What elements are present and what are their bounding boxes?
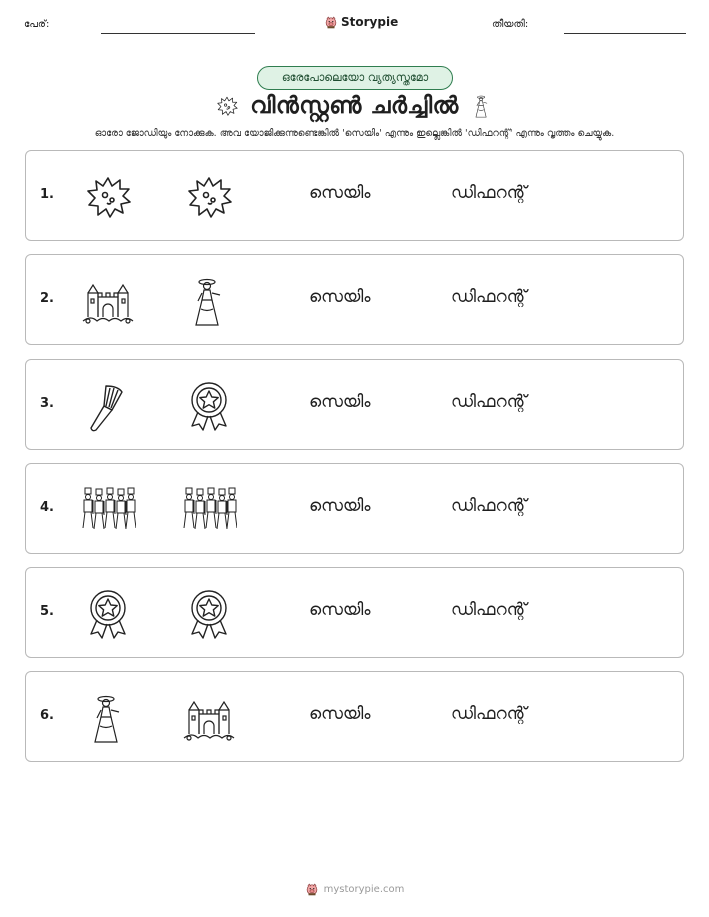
star-medal-icon	[181, 586, 237, 642]
different-option[interactable]: ഡിഫറന്റ്	[451, 287, 527, 307]
title-row	[192, 90, 517, 122]
pig-icon	[324, 15, 338, 29]
question-row	[25, 671, 684, 762]
star-medal-icon	[80, 586, 136, 642]
same-option[interactable]: സെയിം	[309, 183, 371, 203]
same-option[interactable]: സെയിം	[309, 392, 371, 412]
question-number: 6.	[40, 708, 54, 723]
lady-icon	[181, 273, 237, 329]
same-option[interactable]: സെയിം	[309, 496, 371, 516]
different-option[interactable]: ഡിഫറന്റ്	[451, 183, 527, 203]
castle-icon	[181, 690, 237, 746]
question-row	[25, 359, 684, 450]
different-option[interactable]: ഡിഫറന്റ്	[451, 496, 527, 516]
brand-name: Storypie	[341, 15, 399, 29]
question-number: 1.	[40, 187, 54, 202]
soldiers-icon	[80, 482, 136, 538]
date-field-line	[564, 33, 686, 34]
fan-brush-icon	[80, 378, 136, 434]
soldiers-icon	[181, 482, 237, 538]
same-option[interactable]: സെയിം	[309, 600, 371, 620]
name-label: പേര്:	[24, 19, 50, 30]
question-row	[25, 567, 684, 658]
date-label: തീയതി:	[492, 19, 529, 30]
question-number: 5.	[40, 604, 54, 619]
page-title: വിൻസ്റ്റൺ ചർച്ചിൽ	[250, 93, 459, 119]
footer	[0, 879, 709, 899]
different-option[interactable]: ഡിഫറന്റ്	[451, 392, 527, 412]
question-row	[25, 254, 684, 345]
different-option[interactable]: ഡിഫറന്റ്	[451, 600, 527, 620]
castle-icon	[80, 273, 136, 329]
question-number: 3.	[40, 396, 54, 411]
activity-badge: ഒരേപോലെയോ വ്യത്യസ്തമോ	[257, 66, 453, 90]
brand-logo	[324, 13, 398, 31]
virus-icon	[214, 93, 240, 119]
question-number: 2.	[40, 291, 54, 306]
question-row	[25, 150, 684, 241]
lady-icon	[80, 690, 136, 746]
instructions: ഓരോ ജോഡിയും നോക്കുക. അവ യോജിക്കുന്നുണ്ടെങ്കിൽ 'സെയിം' എന്നും ഇല്ലെങ്കിൽ 'ഡിഫറന്റ്' എന്നും വൃത്തം ചെയ്യുക.	[94, 128, 615, 139]
star-medal-icon	[181, 378, 237, 434]
same-option[interactable]: സെയിം	[309, 287, 371, 307]
question-number: 4.	[40, 500, 54, 515]
lady-icon	[469, 92, 495, 120]
virus-icon	[181, 169, 237, 225]
different-option[interactable]: ഡിഫറന്റ്	[451, 704, 527, 724]
pig-icon	[305, 882, 319, 896]
same-option[interactable]: സെയിം	[309, 704, 371, 724]
question-row	[25, 463, 684, 554]
name-field-line	[101, 33, 255, 34]
virus-icon	[80, 169, 136, 225]
footer-url[interactable]: mystorypie.com	[323, 883, 405, 895]
worksheet-header	[0, 0, 709, 40]
